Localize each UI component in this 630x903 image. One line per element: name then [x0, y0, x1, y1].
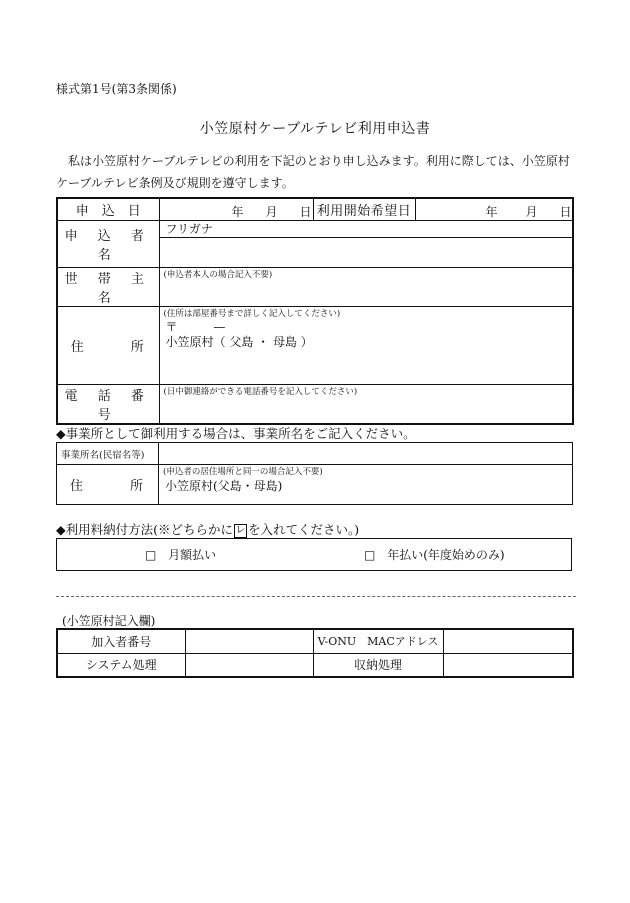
village-table: [56, 628, 574, 678]
start-day-label: 日: [559, 205, 572, 219]
mac-field[interactable]: [443, 629, 573, 653]
start-month-label: 月: [525, 205, 538, 219]
office-address-value: 小笠原村(父島・母島): [165, 479, 283, 493]
year-label: 年: [231, 205, 244, 219]
address-note: (住所は部屋番号まで詳しく記入してください): [163, 308, 341, 319]
household-field[interactable]: [159, 267, 573, 306]
furigana-label: フリガナ: [165, 221, 213, 236]
address-value: 小笠原村（ 父島 ・ 母島 ）: [165, 334, 313, 349]
office-name-label: 事業所名(民宿名等): [57, 443, 159, 465]
address-label: 住 所: [57, 306, 159, 384]
payment-heading-tail: を入れてください。): [248, 522, 360, 537]
form-number: 様式第1号(第3条関係): [56, 82, 177, 96]
monthly-option[interactable]: [145, 548, 220, 562]
postal-mark: 〒: [165, 319, 178, 334]
start-date-field[interactable]: [415, 198, 573, 220]
monthly-label: 月額払い: [168, 548, 217, 562]
office-address-label: 住 所: [57, 465, 159, 505]
check-mark-icon: レ: [235, 524, 246, 536]
subscriber-no-label: 加入者番号: [57, 629, 185, 653]
yearly-label: 年払い(年度始めのみ): [387, 548, 505, 562]
month-label: 月: [265, 205, 278, 219]
household-note: (申込者本人の場合記入不要): [163, 269, 273, 280]
document-title: 小笠原村ケーブルテレビ利用申込書: [199, 121, 431, 137]
office-name-field[interactable]: [159, 443, 573, 465]
yearly-checkbox[interactable]: □: [364, 548, 376, 562]
household-label: 世 帯 主 名: [57, 267, 159, 306]
office-heading: ◆事業所として御利用する場合は、事業所名をご記入ください。: [56, 426, 416, 441]
monthly-checkbox[interactable]: □: [145, 548, 157, 562]
office-table: [56, 442, 573, 505]
applicant-name-field[interactable]: [159, 237, 573, 267]
address-field[interactable]: [159, 306, 573, 384]
furigana-field[interactable]: [159, 220, 573, 237]
payment-heading: [56, 520, 359, 538]
office-address-note: (申込者の居住場所と同一の場合記入不要): [163, 467, 323, 477]
payment-table: [56, 538, 572, 571]
date-label: 申 込 日: [57, 198, 159, 220]
village-heading: (小笠原村記入欄): [62, 614, 156, 628]
payment-heading-text: ◆利用料納付方法(※どちらかに: [56, 522, 233, 537]
mac-label: V-ONU MACアドレス: [313, 629, 443, 653]
system-field[interactable]: [185, 653, 313, 677]
system-label: システム処理: [57, 653, 185, 677]
application-date-field[interactable]: [159, 198, 313, 220]
day-label: 日: [299, 205, 312, 219]
applicant-label: 申 込 者 名: [57, 220, 159, 267]
payment-options: [57, 539, 572, 571]
phone-note: (日中御連絡ができる電話番号を記入してください): [163, 386, 358, 397]
postal-dash: —: [213, 319, 226, 334]
intro-text: 私は小笠原村ケーブルテレビの利用を下記のとおり申し込みます。利用に際しては、小笠原村ケーブルテレビ条例及び規則を遵守します。: [56, 154, 570, 190]
office-address-field[interactable]: [159, 465, 573, 505]
subscriber-no-field[interactable]: [185, 629, 313, 653]
yearly-option[interactable]: [364, 548, 505, 562]
receipt-label: 収納処理: [313, 653, 443, 677]
application-table: [56, 197, 574, 425]
cut-line: [56, 596, 576, 597]
phone-label: 電 話 番 号: [57, 384, 159, 424]
receipt-field[interactable]: [443, 653, 573, 677]
start-date-label: 利用開始希望日: [313, 198, 415, 220]
start-year-label: 年: [485, 205, 498, 219]
phone-field[interactable]: [159, 384, 573, 424]
